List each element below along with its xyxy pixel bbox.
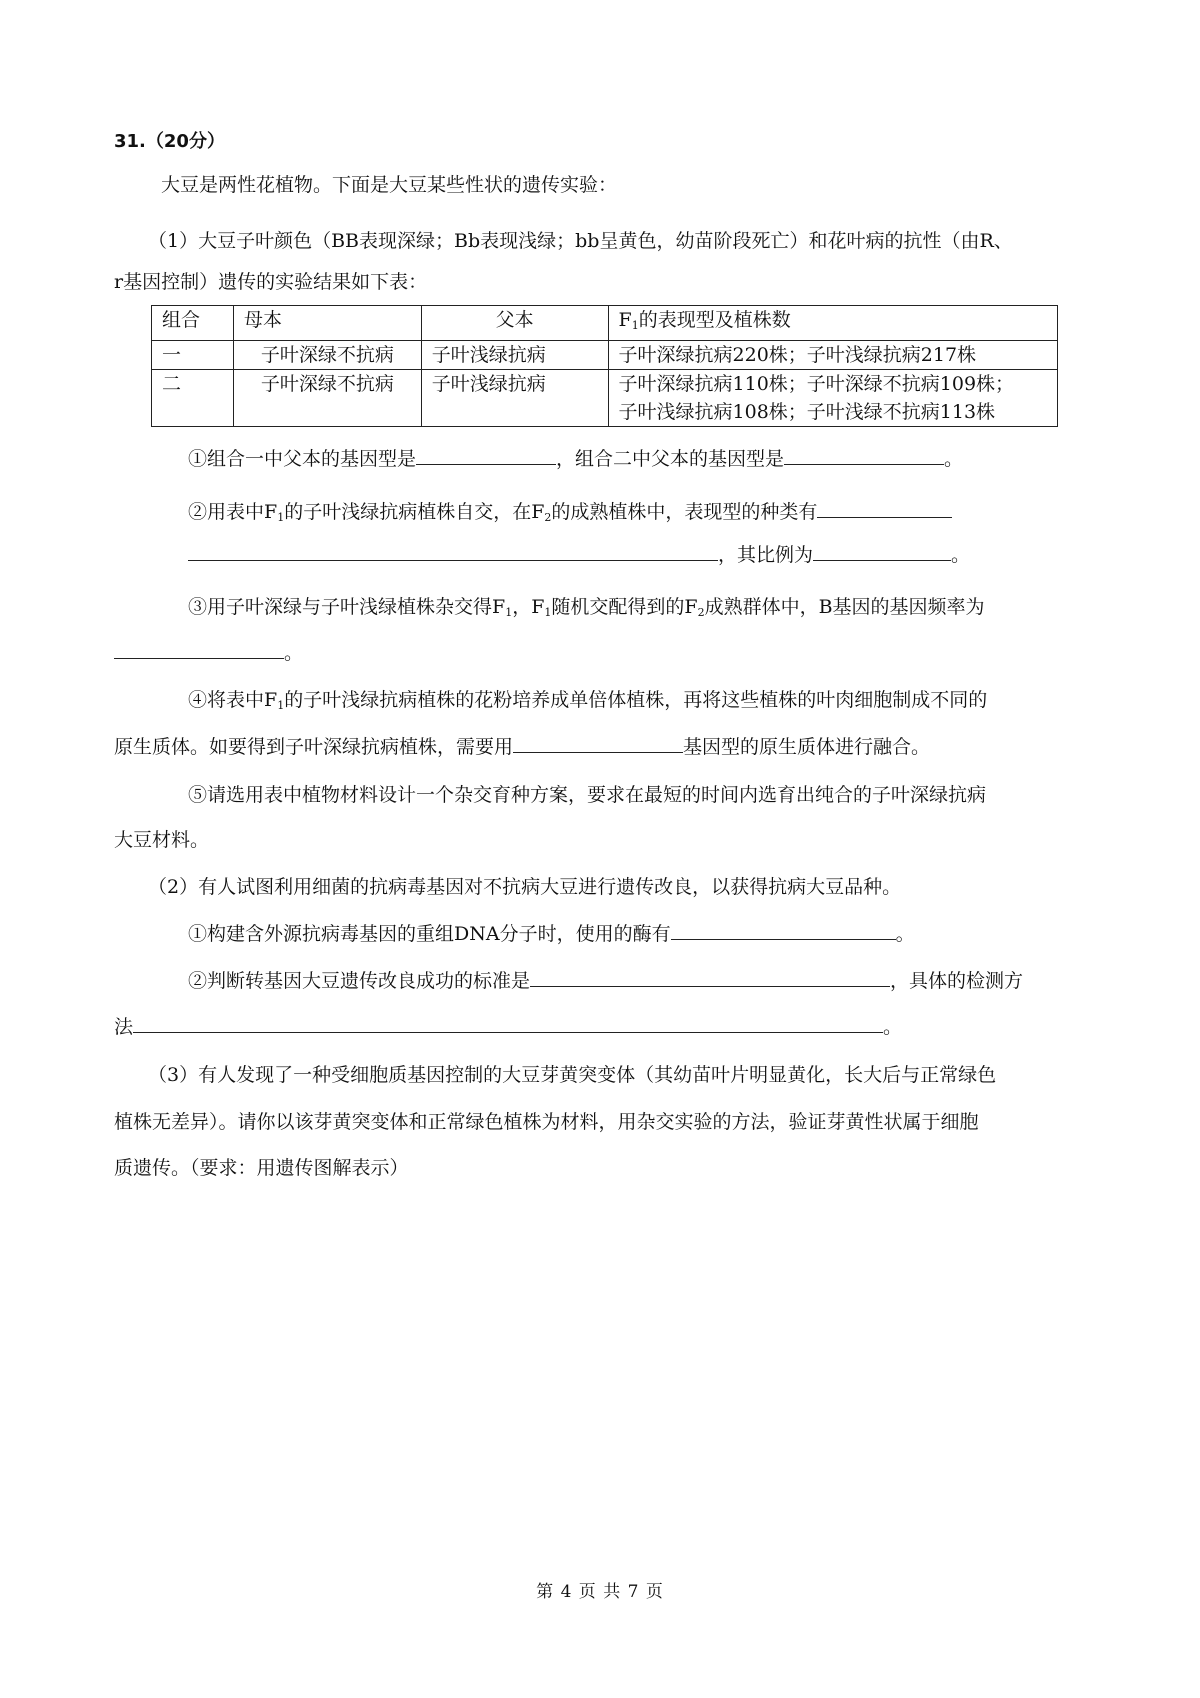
row-mother: 子叶深绿不抗病 [233, 370, 421, 427]
table-header-row [152, 306, 1058, 341]
question-number: 31. [114, 131, 146, 152]
header-group: 组合 [152, 306, 234, 341]
results-table [151, 305, 1058, 427]
answer-blank[interactable] [784, 446, 944, 465]
part1-line1: （1）大豆子叶颜色（BB表现深绿；Bb表现浅绿；bb呈黄色，幼苗阶段死亡）和花叶病的抗性（由R、 [148, 230, 1013, 252]
answer-blank[interactable] [813, 542, 951, 561]
answer-blank[interactable] [416, 446, 556, 465]
question-heading [114, 128, 225, 156]
part1-line2: r基因控制）遗传的实验结果如下表： [114, 271, 428, 293]
header-mother: 母本 [233, 306, 421, 341]
question-intro: 大豆是两性花植物。下面是大豆某些性状的遗传实验： [161, 174, 618, 196]
part2-intro: （2）有人试图利用细菌的抗病毒基因对不抗病大豆进行遗传改良，以获得抗病大豆品种。 [148, 876, 902, 898]
subq2-line2: ，其比例为 。 [188, 541, 970, 569]
part3-line2: 植株无差异）。请你以该芽黄突变体和正常绿色植株为材料，用杂交实验的方法，验证芽黄性状属于细胞 [114, 1111, 979, 1133]
row-mother: 子叶深绿不抗病 [233, 341, 421, 370]
part3-line3: 质遗传。（要求：用遗传图解表示） [114, 1157, 409, 1179]
question-score: （20分） [145, 131, 225, 152]
row-father: 子叶浅绿抗病 [421, 370, 608, 427]
row-result: 子叶深绿抗病220株；子叶浅绿抗病217株 [608, 341, 1057, 370]
answer-blank[interactable] [817, 499, 952, 518]
subq4-line2: 原生质体。如要得到子叶深绿抗病植株，需要用 基因型的原生质体进行融合。 [114, 736, 931, 758]
part2-q1: ①构建含外源抗病毒基因的重组DNA分子时，使用的酶有 。 [188, 923, 915, 945]
answer-blank[interactable] [114, 640, 284, 659]
row-group: 一 [152, 341, 234, 370]
header-f1: $F_1$的表现型及植株数 [608, 306, 1057, 341]
part3-line1: （3）有人发现了一种受细胞质基因控制的大豆芽黄突变体（其幼苗叶片明显黄化，长大后与正常绿色 [148, 1064, 997, 1086]
part2-q2-line2: 法 。 [114, 1016, 903, 1038]
subq5-line2: 大豆材料。 [114, 829, 210, 851]
subq3-line2: 。 [114, 639, 303, 667]
row-group: 二 [152, 370, 234, 427]
subq4-line1: ④将表中$F_1$的子叶浅绿抗病植株的花粉培养成单倍体植株，再将这些植株的叶肉细胞制成不同的 [188, 689, 988, 712]
header-father: 父本 [421, 306, 608, 341]
subq5-line1: ⑤请选用表中植物材料设计一个杂交育种方案，要求在最短的时间内选育出纯合的子叶深绿抗病 [188, 784, 987, 806]
row-result: 子叶深绿抗病110株；子叶深绿不抗病109株； 子叶浅绿抗病108株；子叶浅绿不抗病113株 [608, 370, 1057, 427]
row-father: 子叶浅绿抗病 [421, 341, 608, 370]
table-row [152, 370, 1058, 427]
answer-blank[interactable] [671, 921, 896, 940]
subq3-line1: ③用子叶深绿与子叶浅绿植株杂交得$F_1$，$F_1$随机交配得到的$F_2$成熟群体中，B基因的基因频率为 [188, 596, 985, 619]
subq2-line1: ②用表中$F_1$的子叶浅绿抗病植株自交，在$F_2$的成熟植株中，表现型的种类有 [188, 498, 952, 532]
answer-blank[interactable] [188, 542, 718, 561]
table-row [152, 341, 1058, 370]
answer-blank[interactable] [513, 734, 683, 753]
answer-blank[interactable] [530, 968, 890, 987]
answer-blank[interactable] [133, 1014, 883, 1033]
part2-q2-line1: ②判断转基因大豆遗传改良成功的标准是 ，具体的检测方 [188, 970, 1024, 992]
subq1: ①组合一中父本的基因型是 ，组合二中父本的基因型是 。 [188, 448, 964, 470]
page-footer: 第 4 页 共 7 页 [536, 1582, 664, 1602]
